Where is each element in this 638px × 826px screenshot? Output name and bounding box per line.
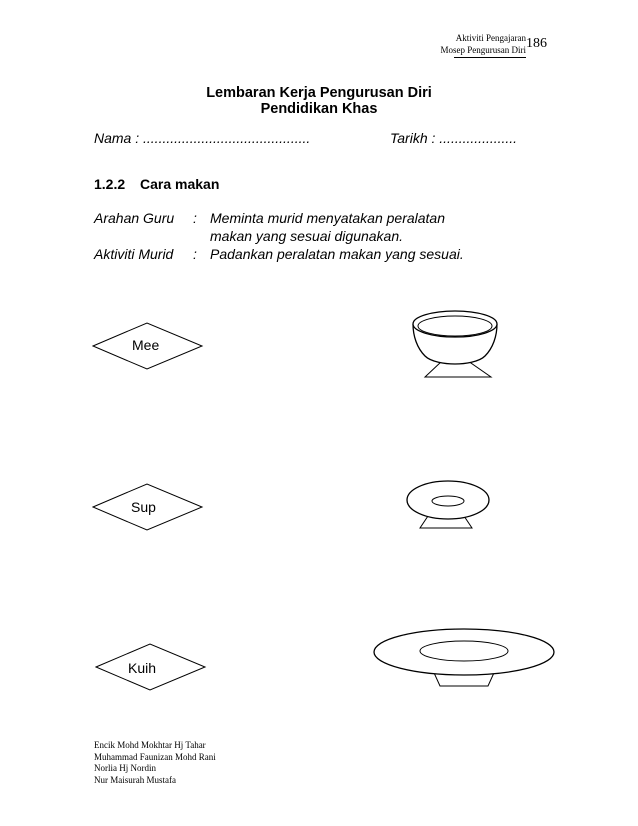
section-number: 1.2.2 — [94, 176, 126, 192]
student-activity-separator: : — [193, 246, 197, 262]
teacher-instruction-separator: : — [193, 210, 197, 226]
teacher-instruction-line-2: makan yang sesuai digunakan. — [210, 228, 404, 244]
student-activity-label: Aktiviti Murid — [94, 246, 174, 262]
footer-authors — [94, 740, 216, 786]
section-title: Cara makan — [140, 176, 220, 192]
food-label-kuih: Kuih — [128, 660, 157, 676]
footer-author-4: Nur Maisurah Mustafa — [94, 774, 176, 785]
food-label-mee: Mee — [132, 337, 160, 353]
footer-author-3: Norlia Hj Nordin — [94, 763, 156, 773]
name-field: Nama : ........................................... — [94, 130, 311, 146]
footer-author-1: Encik Mohd Mokhtar Hj Tahar — [94, 740, 206, 750]
soup-plate-icon[interactable] — [402, 474, 494, 538]
student-activity-text: Padankan peralatan makan yang sesuai. — [210, 246, 464, 262]
bowl-icon[interactable] — [405, 306, 515, 380]
date-field: Tarikh : .................... — [390, 130, 518, 146]
footer-author-2: Muhammad Faunizan Mohd Rani — [94, 751, 216, 762]
teacher-instruction-line-1: Meminta murid menyatakan peralatan — [210, 210, 446, 226]
food-label-sup: Sup — [131, 499, 156, 515]
section-heading — [94, 176, 219, 192]
food-card-kuih[interactable] — [95, 643, 207, 691]
page-number: 186 — [526, 36, 547, 51]
teacher-instruction-label: Arahan Guru — [94, 210, 175, 226]
header-line-1: Aktiviti Pengajaran — [455, 33, 526, 43]
food-card-sup[interactable] — [92, 483, 204, 531]
header-line-2: Mosep Pengurusan Diri — [440, 45, 526, 55]
flat-plate-icon[interactable] — [368, 626, 562, 692]
page-title: Lembaran Kerja Pengurusan Diri — [206, 85, 432, 101]
header-divider — [454, 57, 526, 58]
food-card-mee[interactable] — [92, 322, 204, 370]
page-subtitle: Pendidikan Khas — [260, 101, 378, 117]
